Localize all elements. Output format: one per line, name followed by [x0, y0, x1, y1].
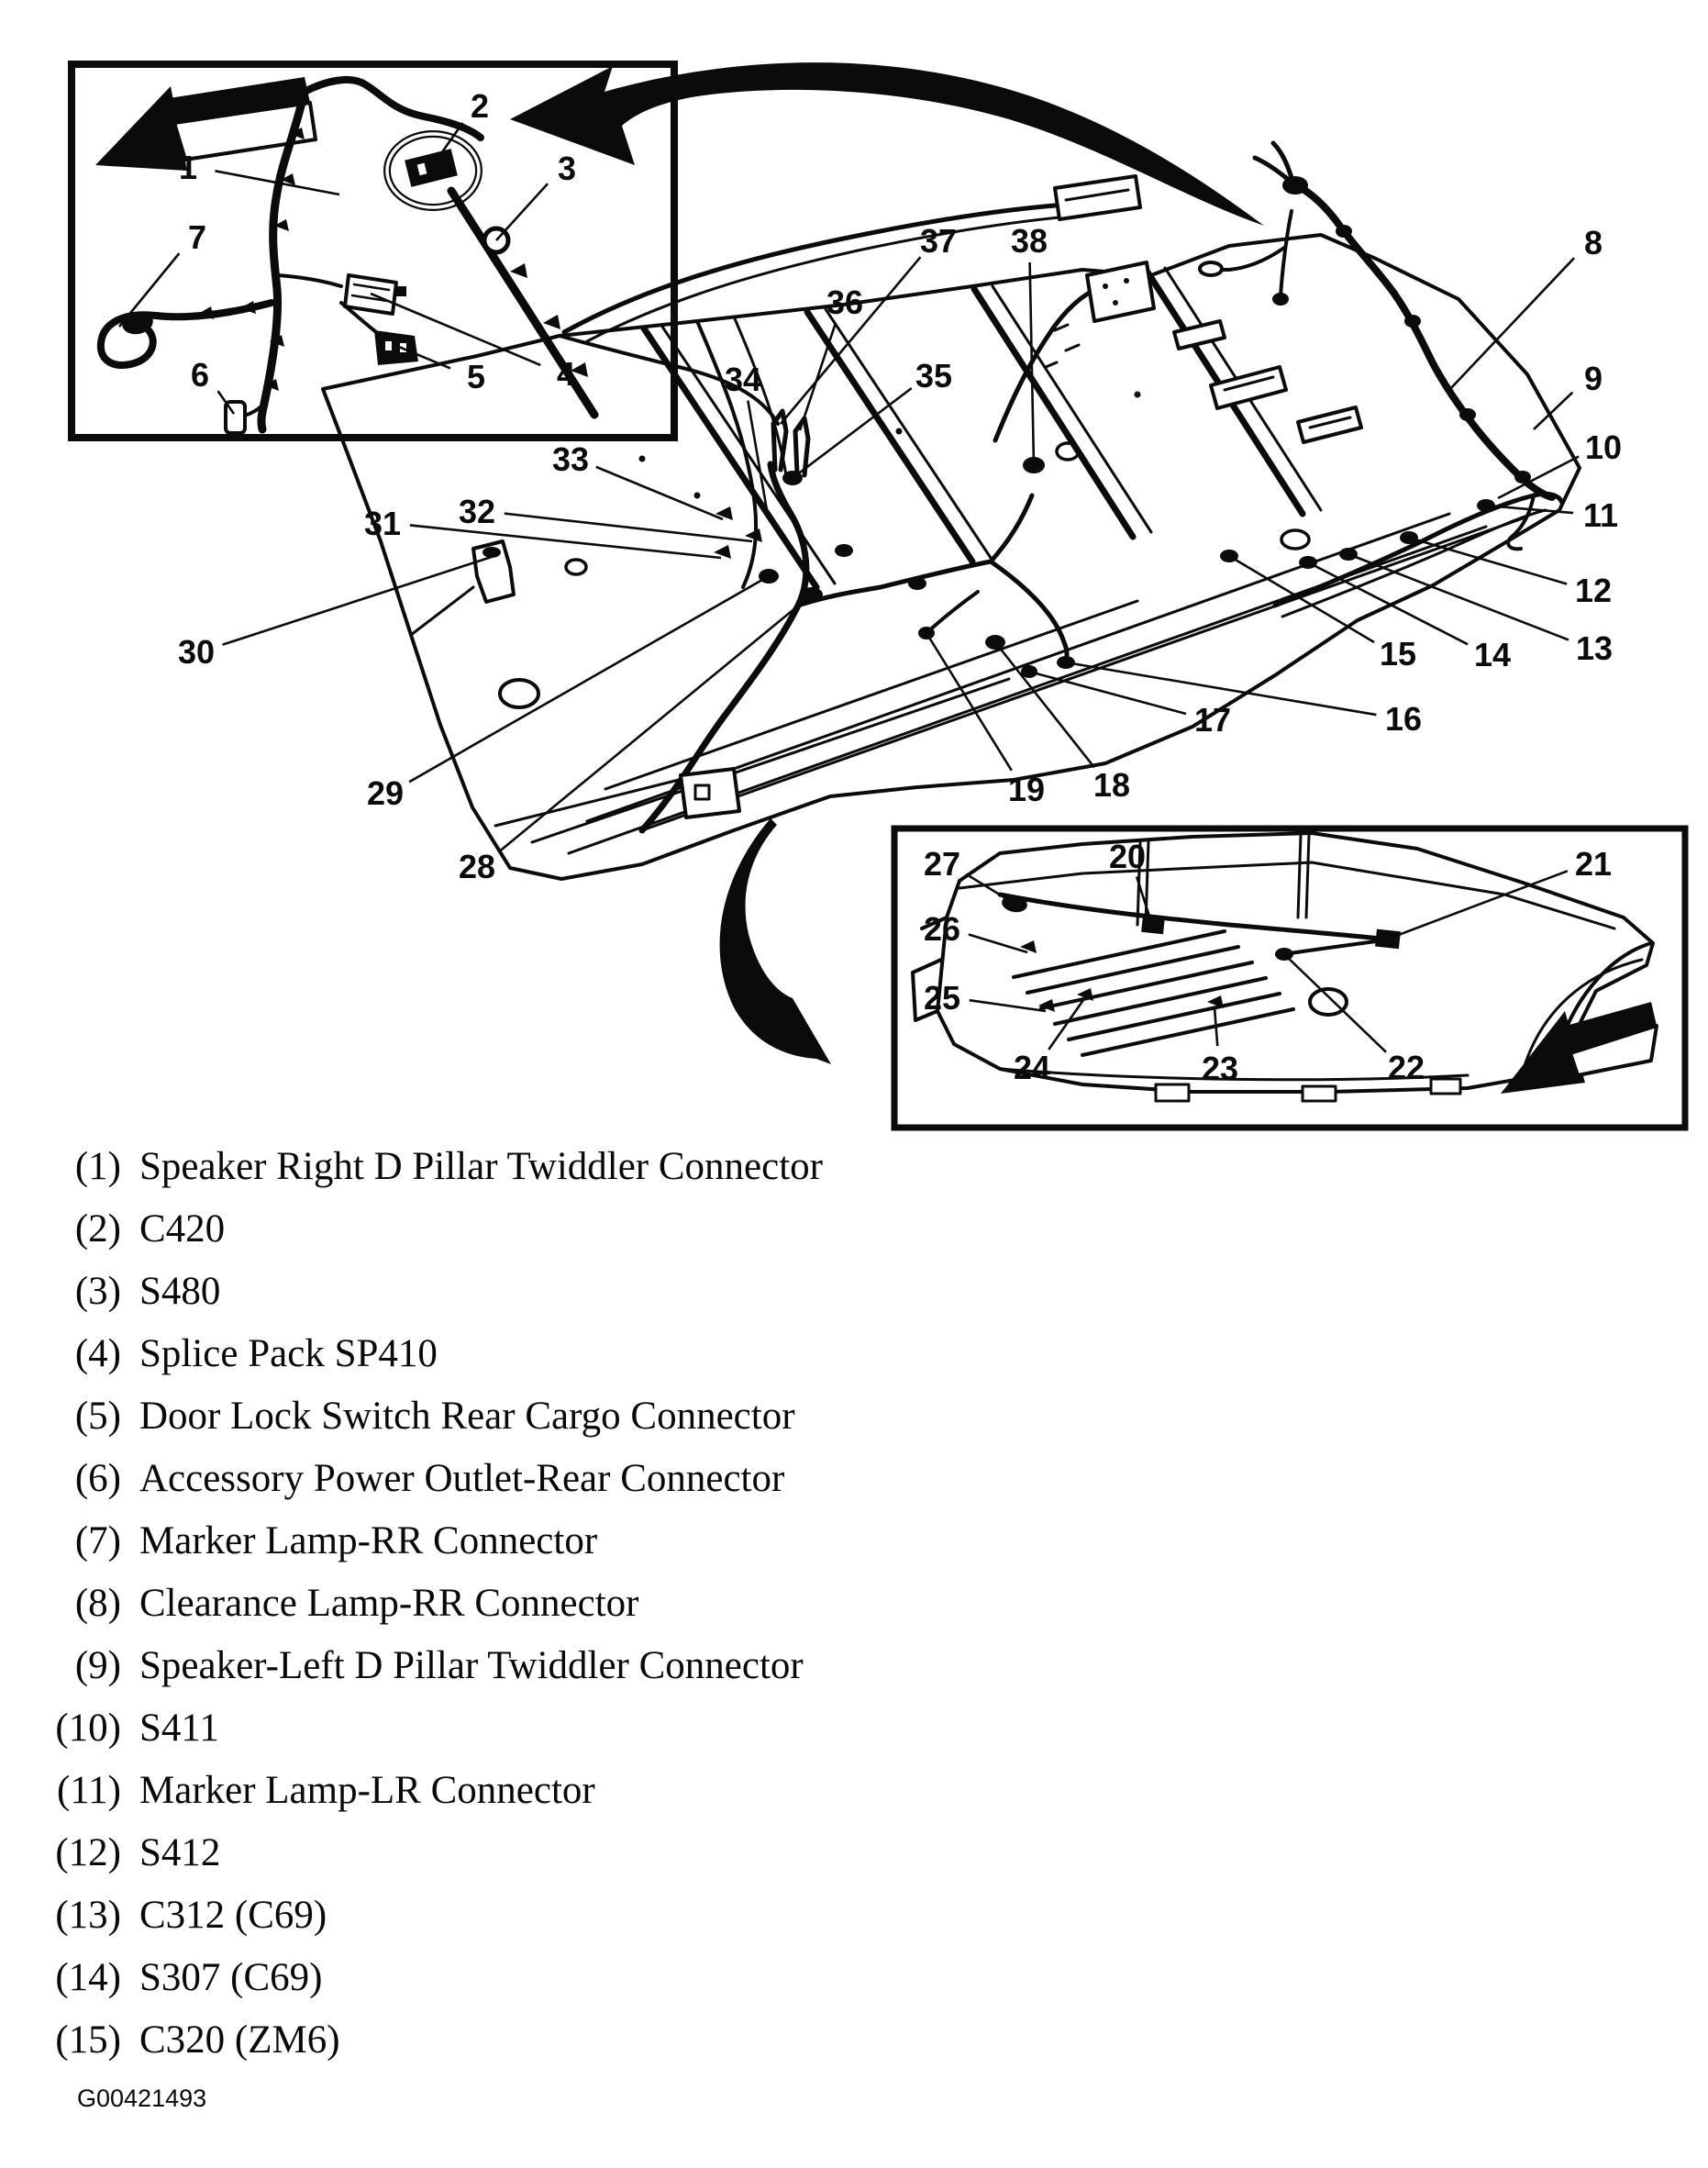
callout-8: 8 — [1583, 224, 1603, 261]
callout-13: 13 — [1575, 629, 1614, 667]
callout-5: 5 — [466, 358, 486, 395]
callout-18: 18 — [1092, 766, 1131, 804]
legend-item-label: Speaker-Left D Pillar Twiddler Connector — [139, 1644, 804, 1687]
callout-14: 14 — [1473, 636, 1512, 673]
callout-10: 10 — [1584, 428, 1623, 466]
legend-item-label: C420 — [139, 1207, 226, 1251]
legend-list — [55, 1145, 823, 2062]
callout-29: 29 — [366, 774, 405, 812]
legend-item-label: S480 — [139, 1270, 221, 1313]
leader-line-31 — [410, 525, 721, 558]
legend-item-label: S411 — [139, 1707, 219, 1750]
legend-item-number: (6) — [74, 1457, 121, 1500]
leader-line-8 — [1449, 258, 1574, 390]
callout-1: 1 — [178, 149, 198, 186]
callout-6: 6 — [190, 356, 210, 394]
legend-item-number: (11) — [56, 1769, 121, 1812]
callout-11: 11 — [1582, 496, 1619, 534]
legend-item-number: (10) — [55, 1707, 121, 1750]
legend-item-label: S307 (C69) — [139, 1956, 323, 1999]
callout-20: 20 — [1108, 838, 1147, 875]
legend-item-label: Marker Lamp-LR Connector — [139, 1769, 595, 1812]
legend-item-label: Accessory Power Outlet-Rear Connector — [139, 1457, 785, 1500]
legend-item-number: (12) — [55, 1831, 121, 1874]
legend-item-label: C312 (C69) — [139, 1894, 327, 1937]
leader-line-30 — [223, 557, 492, 645]
callout-26: 26 — [923, 910, 961, 948]
callout-33: 33 — [551, 440, 590, 478]
callout-16: 16 — [1384, 700, 1423, 738]
callout-37: 37 — [919, 222, 958, 260]
callout-12: 12 — [1574, 572, 1613, 609]
leader-line-18 — [995, 642, 1094, 767]
legend-item-label: S412 — [139, 1831, 221, 1874]
legend-item-number: (14) — [55, 1956, 121, 1999]
legend-item-number: (5) — [74, 1395, 121, 1438]
callout-32: 32 — [458, 493, 496, 530]
legend-item-label: Clearance Lamp-RR Connector — [139, 1582, 639, 1625]
legend-item-number: (3) — [74, 1270, 121, 1313]
callout-3: 3 — [557, 150, 577, 187]
callout-31: 31 — [363, 505, 402, 542]
callout-9: 9 — [1583, 360, 1603, 397]
callout-21: 21 — [1574, 845, 1613, 883]
legend-item-label: Speaker Right D Pillar Twiddler Connector — [139, 1145, 823, 1188]
legend-item-label: Marker Lamp-RR Connector — [139, 1519, 598, 1562]
legend-item-number: (7) — [74, 1519, 121, 1562]
callout-15: 15 — [1379, 635, 1417, 673]
callout-34: 34 — [724, 361, 762, 398]
legend-item-label: Door Lock Switch Rear Cargo Connector — [139, 1395, 795, 1438]
callout-7: 7 — [187, 218, 207, 256]
callout-35: 35 — [915, 357, 953, 395]
leader-line-33 — [596, 467, 723, 519]
legend-item-number: (15) — [55, 2018, 121, 2062]
leader-line-15 — [1229, 556, 1374, 642]
callout-28: 28 — [458, 848, 496, 885]
callout-22: 22 — [1387, 1049, 1425, 1086]
legend-item-label: C320 (ZM6) — [139, 2018, 340, 2062]
legend-item-number: (9) — [74, 1644, 121, 1687]
legend-item-label: Splice Pack SP410 — [139, 1332, 438, 1375]
callout-30: 30 — [177, 633, 216, 671]
leader-line-12 — [1409, 538, 1567, 584]
callout-36: 36 — [826, 284, 864, 321]
legend-item-number: (4) — [74, 1332, 121, 1375]
callout-25: 25 — [923, 979, 961, 1017]
legend-item-number: (8) — [74, 1582, 121, 1625]
callout-23: 23 — [1201, 1050, 1239, 1087]
leader-line-36 — [800, 323, 836, 430]
leader-line-32 — [505, 514, 752, 541]
callout-38: 38 — [1010, 222, 1048, 260]
legend-item-number: (2) — [74, 1207, 121, 1251]
callout-19: 19 — [1007, 771, 1046, 808]
curved-arrow-to-bottom-inset-icon — [720, 818, 831, 1064]
legend-item-number: (1) — [74, 1145, 121, 1188]
callout-24: 24 — [1013, 1049, 1051, 1086]
leader-line-37 — [781, 257, 920, 424]
callout-17: 17 — [1193, 701, 1232, 739]
figure-id: G00421493 — [77, 2085, 207, 2112]
callout-4: 4 — [556, 355, 576, 393]
leader-line-13 — [1348, 554, 1569, 639]
callout-27: 27 — [923, 845, 961, 883]
legend-item-number: (13) — [55, 1894, 121, 1937]
callout-2: 2 — [470, 87, 490, 125]
